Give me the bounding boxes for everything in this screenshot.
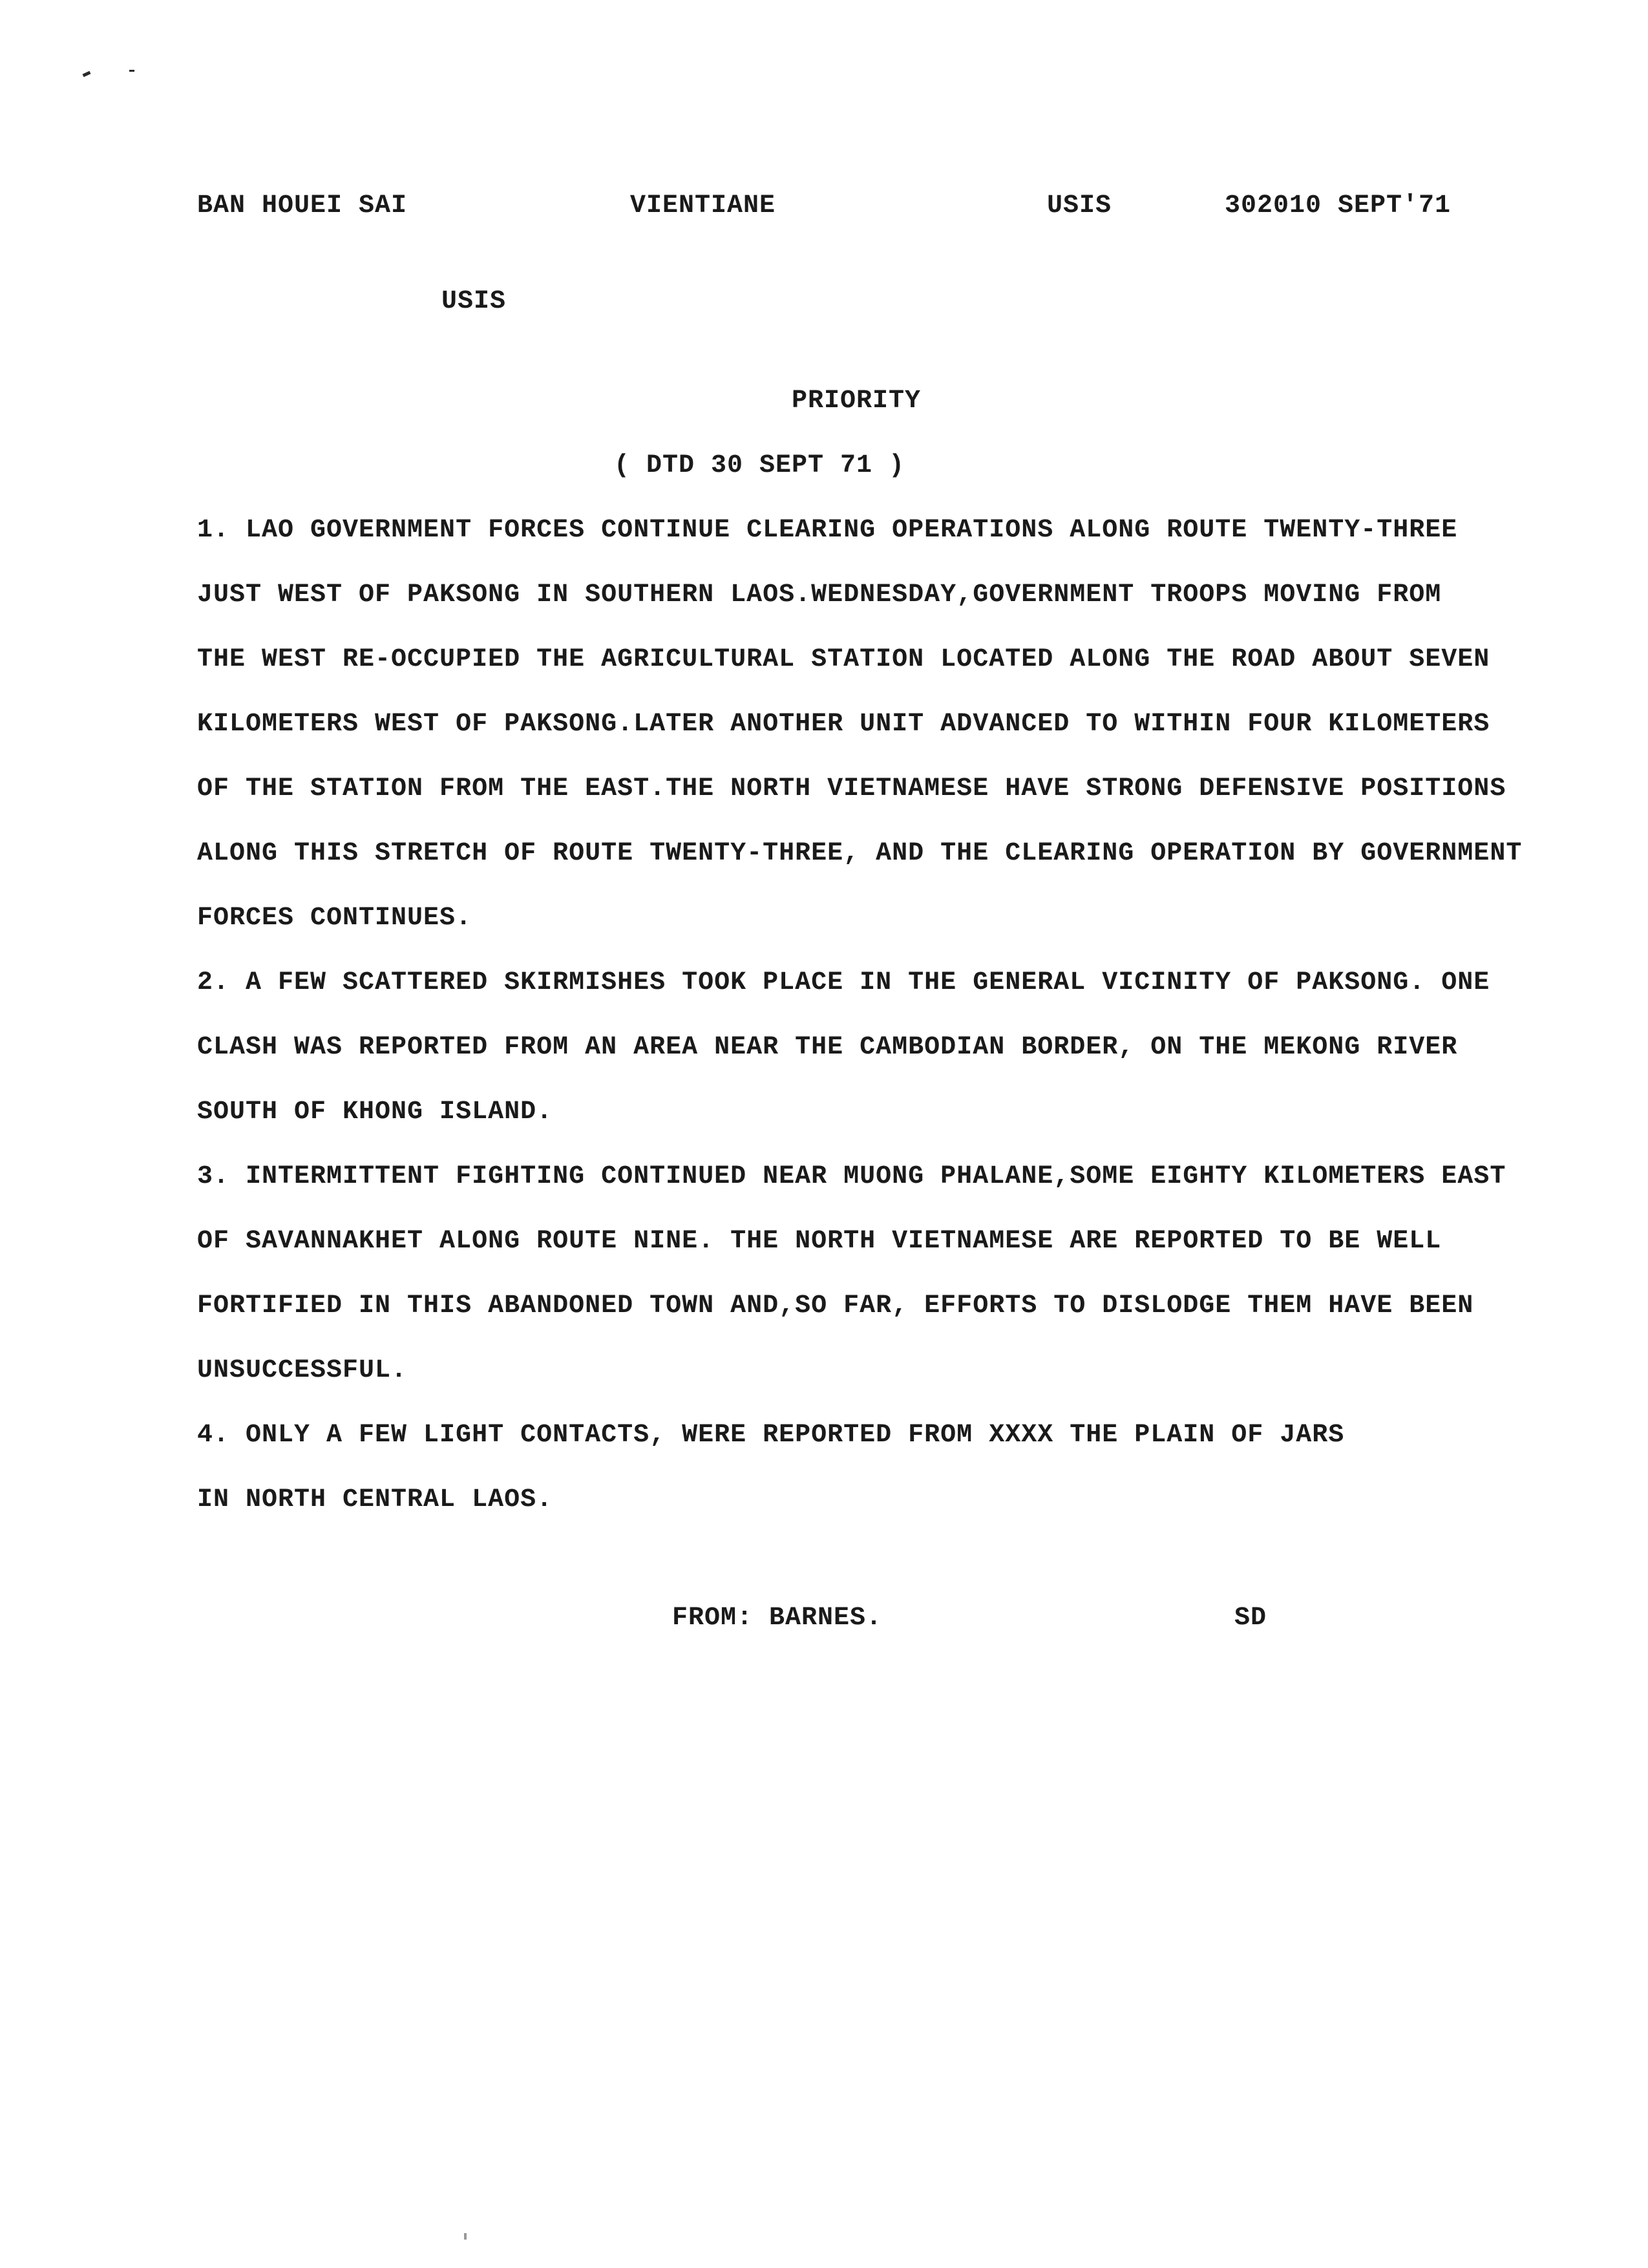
body-line: THE WEST RE-OCCUPIED THE AGRICULTURAL STATION LOCATED ALONG THE ROAD ABOUT SEVEN <box>197 645 1490 674</box>
body-line: SOUTH OF KHONG ISLAND. <box>197 1097 553 1127</box>
stray-mark <box>464 2233 467 2240</box>
header-date-time-group: 302010 SEPT'71 <box>1225 191 1452 220</box>
header-to-station: VIENTIANE <box>630 191 776 220</box>
header-agency: USIS <box>1047 191 1112 220</box>
stray-mark <box>129 70 134 72</box>
signature-from: FROM: BARNES. <box>672 1604 883 1633</box>
body-line: OF THE STATION FROM THE EAST.THE NORTH VIETNAMESE HAVE STRONG DEFENSIVE POSITIONS <box>197 774 1506 803</box>
body-line: FORCES CONTINUES. <box>197 904 472 933</box>
body-line: 1. LAO GOVERNMENT FORCES CONTINUE CLEARING OPERATIONS ALONG ROUTE TWENTY-THREE <box>197 516 1458 545</box>
body-line: 3. INTERMITTENT FIGHTING CONTINUED NEAR MUONG PHALANE,SOME EIGHTY KILOMETERS EAST <box>197 1162 1506 1191</box>
body-line: CLASH WAS REPORTED FROM AN AREA NEAR THE CAMBODIAN BORDER, ON THE MEKONG RIVER <box>197 1033 1458 1062</box>
stray-mark <box>83 71 91 78</box>
body-line: FORTIFIED IN THIS ABANDONED TOWN AND,SO FAR, EFFORTS TO DISLODGE THEM HAVE BEEN <box>197 1291 1474 1320</box>
dated-line: ( DTD 30 SEPT 71 ) <box>614 451 905 480</box>
body-line: 2. A FEW SCATTERED SKIRMISHES TOOK PLACE IN THE GENERAL VICINITY OF PAKSONG. ONE <box>197 968 1490 997</box>
body-line: IN NORTH CENTRAL LAOS. <box>197 1485 553 1514</box>
addressee: USIS <box>441 287 507 316</box>
body-line: OF SAVANNAKHET ALONG ROUTE NINE. THE NORTH VIETNAMESE ARE REPORTED TO BE WELL <box>197 1227 1442 1256</box>
body-line: ALONG THIS STRETCH OF ROUTE TWENTY-THREE, AND THE CLEARING OPERATION BY GOVERNMENT <box>197 839 1523 868</box>
header-from-station: BAN HOUEI SAI <box>197 191 408 220</box>
body-line: 4. ONLY A FEW LIGHT CONTACTS, WERE REPORTED FROM XXXX THE PLAIN OF JARS <box>197 1421 1345 1450</box>
signature-initials: SD <box>1234 1604 1267 1633</box>
precedence: PRIORITY <box>792 387 922 416</box>
body-line: UNSUCCESSFUL. <box>197 1356 408 1385</box>
body-line: KILOMETERS WEST OF PAKSONG.LATER ANOTHER UNIT ADVANCED TO WITHIN FOUR KILOMETERS <box>197 710 1490 739</box>
body-line: JUST WEST OF PAKSONG IN SOUTHERN LAOS.WEDNESDAY,GOVERNMENT TROOPS MOVING FROM <box>197 580 1442 609</box>
